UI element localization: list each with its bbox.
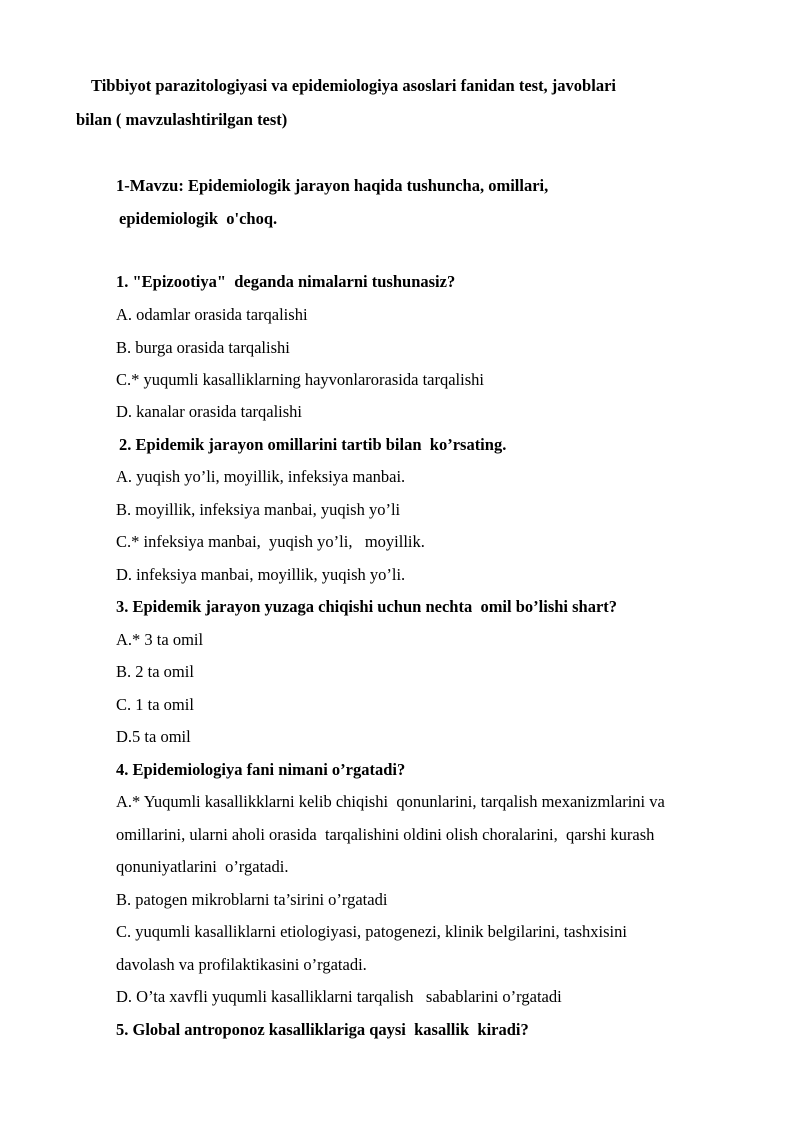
question-3-option-a: A.* 3 ta omil bbox=[116, 630, 204, 649]
question-4-option-c-line-1: C. yuqumli kasalliklarni etiologiyasi, patogenezi, klinik belgilarini, tashxisini bbox=[116, 922, 627, 941]
question-3-option-d: D.5 ta omil bbox=[116, 727, 191, 746]
question-5-text: 5. Global antroponoz kasalliklariga qaysi kasallik kiradi? bbox=[116, 1020, 529, 1039]
question-2-option-b: B. moyillik, infeksiya manbai, yuqish yo’li bbox=[116, 500, 401, 519]
question-1-text: 1. "Epizootiya" deganda nimalarni tushunasiz? bbox=[116, 272, 456, 291]
question-4-option-c-line-2: davolash va profilaktikasini o’rgatadi. bbox=[116, 955, 367, 974]
question-3-text: 3. Epidemik jarayon yuzaga chiqishi uchun nechta omil bo’lishi shart? bbox=[116, 597, 618, 616]
question-4-option-d: D. O’ta xavfli yuqumli kasalliklarni tarqalish sabablarini o’rgatadi bbox=[116, 987, 562, 1006]
topic-heading-line-1: 1-Mavzu: Epidemiologik jarayon haqida tushuncha, omillari, bbox=[116, 176, 549, 195]
question-4-option-b: B. patogen mikroblarni ta’sirini o’rgatadi bbox=[116, 890, 388, 909]
question-1-option-b: B. burga orasida tarqalishi bbox=[116, 338, 290, 357]
question-3-option-c: C. 1 ta omil bbox=[116, 695, 194, 714]
question-3-option-b: B. 2 ta omil bbox=[116, 662, 194, 681]
document-title-line-1: Tibbiyot parazitologiyasi va epidemiologiya asoslari fanidan test, javoblari bbox=[91, 76, 616, 95]
question-2-option-d: D. infeksiya manbai, moyillik, yuqish yo’li. bbox=[116, 565, 406, 584]
topic-heading-line-2: epidemiologik o'choq. bbox=[119, 209, 278, 228]
question-4-option-a-line-3: qonuniyatlarini o’rgatadi. bbox=[116, 857, 289, 876]
question-4-text: 4. Epidemiologiya fani nimani o’rgatadi? bbox=[116, 760, 406, 779]
question-1-option-a: A. odamlar orasida tarqalishi bbox=[116, 305, 308, 324]
question-2-option-c: C.* infeksiya manbai, yuqish yo’li, moyillik. bbox=[116, 532, 425, 551]
question-2-option-a: A. yuqish yo’li, moyillik, infeksiya manbai. bbox=[116, 467, 406, 486]
question-4-option-a-line-1: A.* Yuqumli kasallikklarni kelib chiqishi qonunlarini, tarqalish mexanizmlarini va bbox=[116, 792, 665, 811]
question-1-option-c: C.* yuqumli kasalliklarning hayvonlarorasida tarqalishi bbox=[116, 370, 484, 389]
document-title-line-2: bilan ( mavzulashtirilgan test) bbox=[76, 110, 288, 129]
question-4-option-a-line-2: omillarini, ularni aholi orasida tarqalishini oldini olish choralarini, qarshi kurash bbox=[116, 825, 655, 844]
question-2-text: 2. Epidemik jarayon omillarini tartib bilan ko’rsating. bbox=[119, 435, 507, 454]
question-1-option-d: D. kanalar orasida tarqalishi bbox=[116, 402, 303, 421]
